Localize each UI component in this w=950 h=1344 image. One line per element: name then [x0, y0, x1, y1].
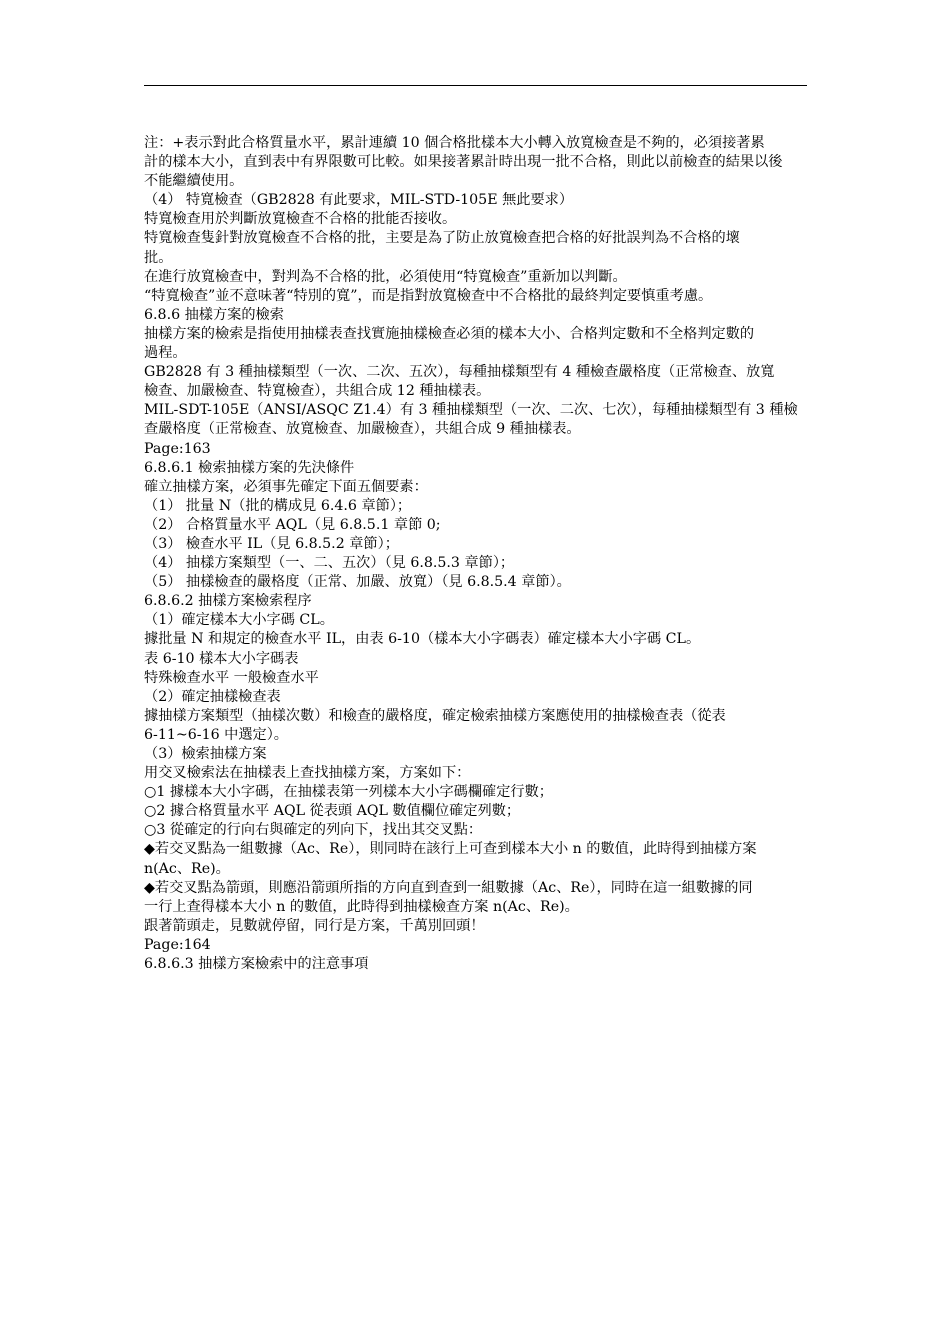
text-line: 據抽樣方案類型（抽樣次數）和檢查的嚴格度，確定檢索抽樣方案應使用的抽樣檢查表（從表 [144, 707, 726, 724]
text-line: 特寬檢查隻針對放寬檢查不合格的批，主要是為了防止放寬檢查把合格的好批誤判為不合格的壞 [144, 230, 740, 247]
text-line: 確立抽樣方案，必須事先確定下面五個要素： [144, 478, 428, 495]
list-item: ○1 據樣本大小字碼，在抽樣表第一列樣本大小字碼欄確定行數； [144, 784, 553, 801]
text-line: 過程。 [144, 345, 187, 362]
text-line: 查嚴格度（正常檢查、放寬檢查、加嚴檢查），共組合成 9 種抽樣表。 [144, 421, 581, 438]
section-heading: 6.8.6.3 抽樣方案檢索中的注意事項 [144, 956, 369, 973]
text-line: （4） 特寬檢查（GB2828 有此要求，MIL-STD-105E 無此要求） [144, 192, 574, 209]
text-line: 特殊檢查水平 一般檢查水平 [144, 669, 319, 686]
list-item: （1） 批量 N（批的構成見 6.4.6 章節）； [144, 497, 412, 514]
text-line: GB2828 有 3 種抽樣類型（一次、二次、五次），每種抽樣類型有 4 種檢查嚴格度（正常檢查、放寬 [144, 364, 775, 381]
bullet-item: ◆若交叉點為箭頭，則應沿箭頭所指的方向直到查到一組數據（Ac、Re），同時在這一組數據的同 [144, 879, 753, 896]
text-line: （3）檢索抽樣方案 [144, 746, 267, 762]
text-line: 一行上查得樣本大小 n 的數值，此時得到抽樣檢查方案 n(Ac、Re)。 [144, 898, 579, 915]
page-marker: Page:164 [144, 936, 211, 953]
text-line: n(Ac、Re)。 [144, 860, 230, 877]
list-item: （2） 合格質量水平 AQL（見 6.8.5.1 章節 0; [144, 516, 441, 533]
document-body [144, 134, 807, 974]
text-line: “特寬檢查”並不意味著“特別的寬”，而是指對放寬檢查中不合格批的最終判定要慎重考慮。 [144, 287, 713, 304]
section-heading: 6.8.6 抽樣方案的檢索 [144, 306, 284, 323]
page-marker: Page:163 [144, 440, 211, 457]
list-item: （5） 抽樣檢查的嚴格度（正常、加嚴、放寬）（見 6.8.5.4 章節）。 [144, 574, 571, 591]
text-line: 用交叉檢索法在抽樣表上查找抽樣方案，方案如下： [144, 765, 471, 782]
text-line: 跟著箭頭走，見數就停留，同行是方案，千萬別回頭！ [144, 917, 485, 934]
text-line: 6-11~6-16 中選定）。 [144, 726, 288, 743]
text-line: 在進行放寬檢查中，對判為不合格的批，必須使用“特寬檢查”重新加以判斷。 [144, 268, 627, 285]
list-item: （4） 抽樣方案類型（一、二、五次）（見 6.8.5.3 章節）； [144, 555, 515, 572]
text-line: 特寬檢查用於判斷放寬檢查不合格的批能否接收。 [144, 211, 457, 228]
header-rule [144, 85, 807, 86]
text-line: （2）確定抽樣檢查表 [144, 688, 281, 705]
text-line: 注：+表示對此合格質量水平，累計連續 10 個合格批樣本大小轉入放寬檢查是不夠的，必須接著累 [144, 135, 765, 151]
text-line: 批。 [144, 249, 173, 266]
text-line: 檢查、加嚴檢查、特寬檢查），共組合成 12 種抽樣表。 [144, 383, 491, 400]
text-line: 抽樣方案的檢索是指使用抽樣表查找實施抽樣檢查必須的樣本大小、合格判定數和不全格判定數的 [144, 325, 755, 342]
text-line: MIL-SDT-105E（ANSI/ASQC Z1.4）有 3 種抽樣類型（一次、二次、七次），每種抽樣類型有 3 種檢 [144, 402, 798, 419]
section-heading: 6.8.6.2 抽樣方案檢索程序 [144, 593, 312, 610]
section-heading: 6.8.6.1 檢索抽樣方案的先決條件 [144, 459, 355, 476]
list-item: ○2 據合格質量水平 AQL 從表頭 AQL 數值欄位確定列數； [144, 803, 521, 820]
text-line: 據批量 N 和規定的檢查水平 IL，由表 6-10（樣本大小字碼表）確定樣本大小字碼 CL。 [144, 631, 701, 648]
bullet-item: ◆若交叉點為一組數據（Ac、Re），則同時在該行上可查到樣本大小 n 的數值，此時得到抽樣方案 [144, 841, 757, 858]
text-line: 計的樣本大小，直到表中有界限數可比較。如果接著累計時出現一批不合格，則此以前檢查的結果以後 [144, 154, 783, 171]
text-line: 不能繼續使用。 [144, 173, 244, 190]
text-line: （1）確定樣本大小字碼 CL。 [144, 612, 334, 629]
list-item: ○3 從確定的行向右與確定的列向下，找出其交叉點： [144, 822, 483, 839]
list-item: （3） 檢查水平 IL（見 6.8.5.2 章節）； [144, 535, 399, 552]
table-caption: 表 6-10 樣本大小字碼表 [144, 650, 299, 667]
